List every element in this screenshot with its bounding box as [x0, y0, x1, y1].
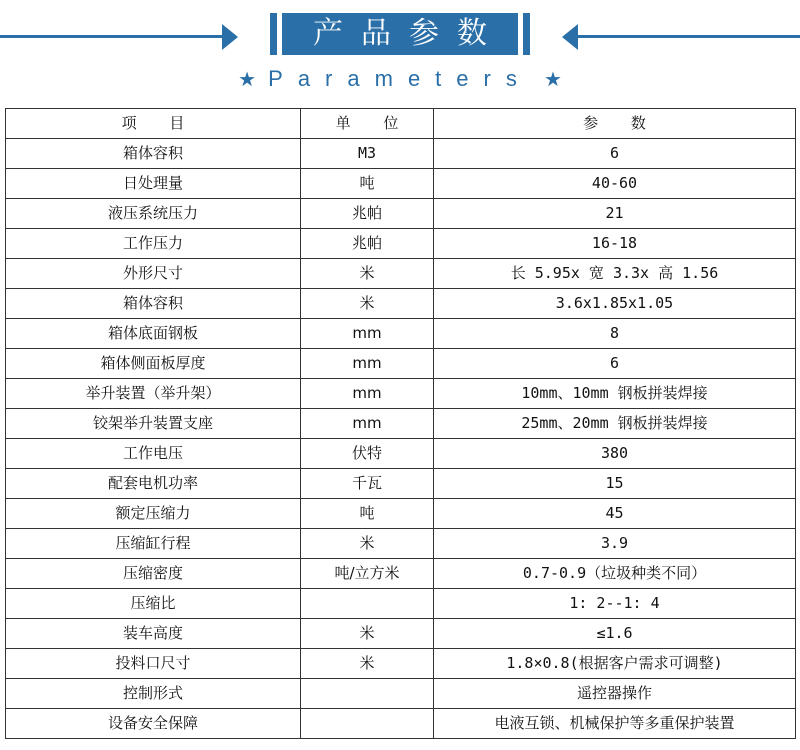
header-right-line	[578, 35, 800, 38]
cell-item: 日处理量	[6, 169, 301, 199]
cell-item: 工作电压	[6, 439, 301, 469]
cell-unit: M3	[301, 139, 434, 169]
cell-value: 8	[434, 319, 796, 349]
header-left-bar	[270, 13, 277, 55]
cell-value: 10mm、10mm 钢板拼装焊接	[434, 379, 796, 409]
cell-unit: 米	[301, 619, 434, 649]
cell-value: 1.8×0.8(根据客户需求可调整)	[434, 649, 796, 679]
table-row	[6, 139, 796, 169]
cell-value: 380	[434, 439, 796, 469]
column-header-unit: 单 位	[301, 109, 434, 139]
cell-item: 压缩比	[6, 589, 301, 619]
cell-unit: 伏特	[301, 439, 434, 469]
table-row	[6, 709, 796, 739]
cell-value: 6	[434, 349, 796, 379]
cell-item: 投料口尺寸	[6, 649, 301, 679]
cell-value: 电液互锁、机械保护等多重保护装置	[434, 709, 796, 739]
table-row	[6, 439, 796, 469]
table-row	[6, 409, 796, 439]
header-right-bar	[523, 13, 530, 55]
cell-unit: 吨	[301, 169, 434, 199]
cell-value: 45	[434, 499, 796, 529]
cell-value: ≤1.6	[434, 619, 796, 649]
table-row	[6, 589, 796, 619]
cell-item: 液压系统压力	[6, 199, 301, 229]
cell-value: 40-60	[434, 169, 796, 199]
column-header-item: 项 目	[6, 109, 301, 139]
cell-item: 压缩缸行程	[6, 529, 301, 559]
cell-unit: 兆帕	[301, 199, 434, 229]
cell-unit: 米	[301, 649, 434, 679]
cell-unit: mm	[301, 409, 434, 439]
cell-unit: 吨/立方米	[301, 559, 434, 589]
cell-item: 箱体底面钢板	[6, 319, 301, 349]
table-row	[6, 529, 796, 559]
cell-unit	[301, 589, 434, 619]
table-row	[6, 649, 796, 679]
cell-unit: 吨	[301, 499, 434, 529]
cell-item: 控制形式	[6, 679, 301, 709]
cell-unit: 兆帕	[301, 229, 434, 259]
table-row	[6, 349, 796, 379]
parameters-table	[5, 108, 796, 739]
table-row	[6, 319, 796, 349]
header-left-line	[0, 35, 222, 38]
cell-value: 6	[434, 139, 796, 169]
subtitle-text: Parameters	[268, 66, 532, 91]
cell-unit: mm	[301, 349, 434, 379]
table-row	[6, 229, 796, 259]
table-row	[6, 169, 796, 199]
subtitle	[0, 64, 800, 95]
cell-item: 压缩密度	[6, 559, 301, 589]
table-header-row	[6, 109, 796, 139]
cell-unit: mm	[301, 379, 434, 409]
cell-item: 箱体容积	[6, 139, 301, 169]
cell-item: 工作压力	[6, 229, 301, 259]
cell-value: 16-18	[434, 229, 796, 259]
cell-item: 额定压缩力	[6, 499, 301, 529]
cell-item: 配套电机功率	[6, 469, 301, 499]
cell-item: 装车高度	[6, 619, 301, 649]
cell-value: 长 5.95x 宽 3.3x 高 1.56	[434, 259, 796, 289]
cell-value: 0.7-0.9（垃圾种类不同）	[434, 559, 796, 589]
cell-unit: mm	[301, 319, 434, 349]
cell-value: 3.6x1.85x1.05	[434, 289, 796, 319]
cell-value: 遥控器操作	[434, 679, 796, 709]
cell-item: 箱体容积	[6, 289, 301, 319]
cell-item: 外形尺寸	[6, 259, 301, 289]
table-row	[6, 559, 796, 589]
cell-value: 1: 2--1: 4	[434, 589, 796, 619]
column-header-value: 参 数	[434, 109, 796, 139]
header-right-arrow	[562, 24, 578, 50]
cell-value: 3.9	[434, 529, 796, 559]
cell-unit: 米	[301, 259, 434, 289]
table-row	[6, 469, 796, 499]
table-row	[6, 289, 796, 319]
star-icon: ★	[238, 69, 257, 91]
cell-unit: 米	[301, 529, 434, 559]
cell-value: 25mm、20mm 钢板拼装焊接	[434, 409, 796, 439]
cell-unit	[301, 679, 434, 709]
page-title: 产品参数	[282, 13, 518, 55]
header-left-arrow	[222, 24, 238, 50]
cell-unit	[301, 709, 434, 739]
cell-unit: 米	[301, 289, 434, 319]
table-row	[6, 679, 796, 709]
star-icon: ★	[543, 69, 562, 91]
table-row	[6, 259, 796, 289]
cell-item: 举升装置（举升架）	[6, 379, 301, 409]
cell-value: 21	[434, 199, 796, 229]
table-row	[6, 199, 796, 229]
table-row	[6, 379, 796, 409]
cell-unit: 千瓦	[301, 469, 434, 499]
cell-item: 铰架举升装置支座	[6, 409, 301, 439]
cell-value: 15	[434, 469, 796, 499]
page-header	[0, 0, 800, 100]
cell-item: 设备安全保障	[6, 709, 301, 739]
table-row	[6, 499, 796, 529]
cell-item: 箱体侧面板厚度	[6, 349, 301, 379]
table-row	[6, 619, 796, 649]
